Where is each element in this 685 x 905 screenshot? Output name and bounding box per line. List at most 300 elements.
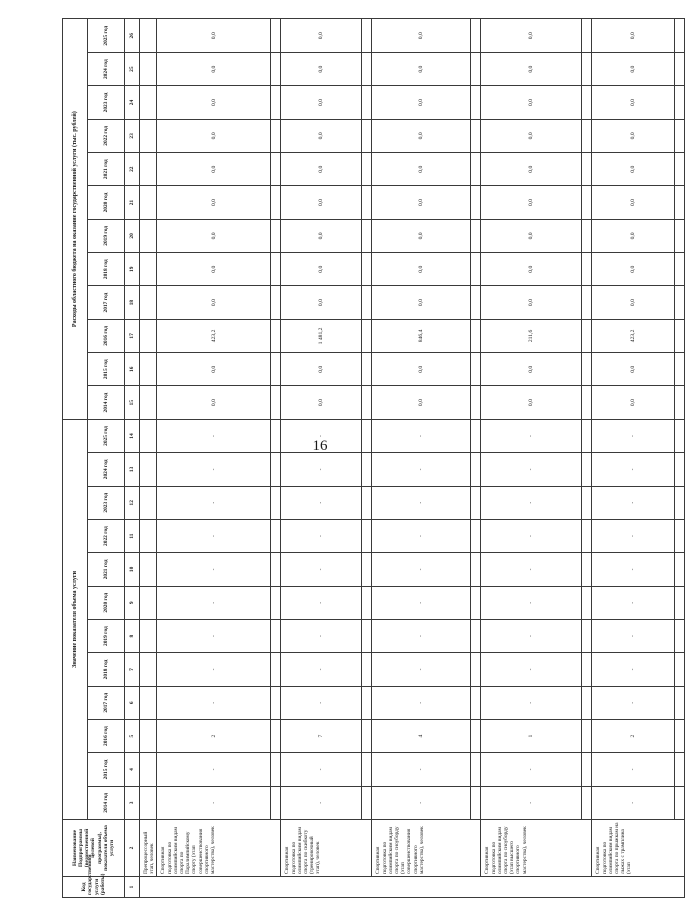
empty-cell: [471, 53, 481, 86]
empty-cell: [271, 419, 281, 452]
expense-value: 0,0: [592, 186, 675, 219]
empty-cell: [362, 253, 372, 286]
empty-cell: [471, 286, 481, 319]
empty-cell: [271, 519, 281, 552]
empty-cell: [140, 319, 157, 352]
volume-value: -: [157, 419, 271, 452]
volume-value: -: [281, 786, 362, 819]
expense-value: 1 481,2: [281, 319, 362, 352]
empty-cell: [471, 719, 481, 752]
volume-year-header: 2017 год: [88, 686, 125, 719]
empty-cell: [271, 753, 281, 786]
volume-value: -: [592, 753, 675, 786]
empty-cell: [471, 619, 481, 652]
expense-value: 0,0: [157, 353, 271, 386]
expense-value: 0,0: [592, 253, 675, 286]
volume-value: -: [157, 753, 271, 786]
name-header: Наименование Подпрограммы (ведомственной целевой программы), показателя объема услуги: [63, 820, 125, 877]
expense-value: 0,0: [157, 386, 271, 419]
empty-cell: [471, 186, 481, 219]
empty-cell: [675, 86, 685, 119]
empty-cell: [271, 586, 281, 619]
volume-value: -: [481, 653, 582, 686]
empty-cell: [140, 553, 157, 586]
empty-cell: [582, 686, 592, 719]
expense-value: 0,0: [592, 219, 675, 252]
column-number: 23: [125, 119, 140, 152]
empty-cell: [471, 353, 481, 386]
empty-cell: [675, 19, 685, 53]
empty-cell: [362, 619, 372, 652]
service-name: Спортивная подготовка по олимпийским видам спорта по Паралимпийскому спорту (этап совершенствования спортивного мастерства), человек: [157, 820, 281, 877]
expense-year-header: 2017 год: [88, 286, 125, 319]
volume-year-header: 2018 год: [88, 653, 125, 686]
empty-cell: [582, 553, 592, 586]
empty-cell: [471, 419, 481, 452]
expense-value: 846,4: [372, 319, 471, 352]
column-number: 4: [125, 753, 140, 786]
empty-cell: [362, 719, 372, 752]
table-row: [592, 19, 675, 898]
expense-year-header: 2018 год: [88, 253, 125, 286]
volume-year-header: 2021 год: [88, 553, 125, 586]
volume-value: -: [157, 553, 271, 586]
volume-value: -: [372, 486, 471, 519]
empty-cell: [140, 619, 157, 652]
empty-cell: [271, 286, 281, 319]
empty-cell: [582, 186, 592, 219]
empty-cell: [471, 386, 481, 419]
empty-cell: [362, 653, 372, 686]
volume-year-header: 2014 год: [88, 786, 125, 819]
expense-value: 0,0: [592, 119, 675, 152]
empty-cell: [582, 719, 592, 752]
volume-value: -: [592, 586, 675, 619]
empty-cell: [582, 319, 592, 352]
expense-value: 0,0: [281, 19, 362, 53]
volume-value: 1: [481, 719, 582, 752]
empty-cell: [271, 453, 281, 486]
expense-value: 0,0: [281, 186, 362, 219]
column-number: 7: [125, 653, 140, 686]
service-name: Спортивная подготовка по олимпийским видам спорта по сноуборду (этап совершенствования спортивного мастерства), человек: [372, 820, 481, 877]
empty-cell: [271, 153, 281, 186]
table-row: [157, 19, 271, 898]
expense-value: 0,0: [372, 119, 471, 152]
expense-value: 0,0: [372, 53, 471, 86]
volume-value: -: [481, 586, 582, 619]
expense-value: 0,0: [281, 386, 362, 419]
volume-value: -: [372, 619, 471, 652]
empty-cell: [271, 553, 281, 586]
column-number: 19: [125, 253, 140, 286]
volume-value: -: [592, 686, 675, 719]
expense-value: 0,0: [281, 119, 362, 152]
empty-cell: [140, 19, 157, 53]
empty-cell: [582, 353, 592, 386]
column-number: 20: [125, 219, 140, 252]
table-row: [481, 19, 582, 898]
column-number: 8: [125, 619, 140, 652]
empty-cell: [362, 519, 372, 552]
empty-cell: [140, 519, 157, 552]
expense-value: 0,0: [481, 219, 582, 252]
expense-year-header: 2025 год: [88, 19, 125, 53]
column-number: 26: [125, 19, 140, 53]
expense-value: 0,0: [157, 153, 271, 186]
empty-cell: [582, 619, 592, 652]
expense-year-header: 2020 год: [88, 186, 125, 219]
expense-value: 0,0: [592, 353, 675, 386]
empty-cell: [271, 686, 281, 719]
column-number: 2: [125, 820, 140, 877]
volume-value: -: [592, 553, 675, 586]
expense-value: 0,0: [481, 353, 582, 386]
volume-value: -: [281, 519, 362, 552]
empty-cell: [582, 86, 592, 119]
volume-value: 4: [372, 719, 471, 752]
empty-cell: [471, 519, 481, 552]
volume-value: -: [481, 686, 582, 719]
empty-cell: [471, 753, 481, 786]
empty-cell: [582, 419, 592, 452]
empty-cell: [271, 319, 281, 352]
expense-value: 0,0: [481, 119, 582, 152]
empty-cell: [362, 353, 372, 386]
volume-value: 2: [592, 719, 675, 752]
volume-year-header: 2023 год: [88, 486, 125, 519]
expense-value: 0,0: [157, 186, 271, 219]
empty-cell: [271, 253, 281, 286]
empty-cell: [271, 786, 281, 819]
empty-cell: [362, 319, 372, 352]
empty-cell: [675, 286, 685, 319]
row-divider: [271, 19, 281, 898]
expense-value: 0,0: [372, 386, 471, 419]
empty-cell: [675, 253, 685, 286]
empty-cell: [362, 453, 372, 486]
empty-cell: [675, 319, 685, 352]
empty-cell: [140, 719, 157, 752]
section-label: Препроцессорный этап, человек: [140, 820, 157, 877]
empty-cell: [675, 119, 685, 152]
empty-cell: [582, 786, 592, 819]
state-service-table: [62, 19, 685, 899]
empty-cell: [471, 486, 481, 519]
volume-value: -: [157, 519, 271, 552]
empty-cell: [675, 753, 685, 786]
expense-value: 0,0: [281, 53, 362, 86]
volume-value: -: [481, 619, 582, 652]
volume-group-header: Значение показателя объема услуги: [63, 419, 88, 819]
empty-cell: [362, 786, 372, 819]
expense-value: 0,0: [372, 286, 471, 319]
volume-year-header: 2022 год: [88, 519, 125, 552]
column-number: 3: [125, 786, 140, 819]
empty-cell: [271, 386, 281, 419]
volume-year-header: 2019 год: [88, 619, 125, 652]
rotated-landscape-page: [62, 20, 637, 898]
volume-value: -: [592, 519, 675, 552]
empty-cell: [675, 386, 685, 419]
empty-cell: [140, 786, 157, 819]
volume-year-header: 2015 год: [88, 753, 125, 786]
empty-cell: [582, 653, 592, 686]
empty-cell: [362, 386, 372, 419]
empty-cell: [675, 786, 685, 819]
expense-year-header: 2023 год: [88, 86, 125, 119]
empty-cell: [140, 119, 157, 152]
volume-value: -: [157, 786, 271, 819]
empty-cell: [675, 719, 685, 752]
expense-year-header: 2021 год: [88, 153, 125, 186]
empty-cell: [471, 586, 481, 619]
volume-value: -: [157, 586, 271, 619]
volume-value: -: [592, 419, 675, 452]
column-number: 15: [125, 386, 140, 419]
volume-value: -: [281, 653, 362, 686]
volume-value: -: [281, 553, 362, 586]
expense-value: 0,0: [481, 186, 582, 219]
empty-cell: [582, 753, 592, 786]
expense-value: 0,0: [592, 86, 675, 119]
volume-value: -: [281, 486, 362, 519]
empty-cell: [140, 253, 157, 286]
volume-value: -: [281, 686, 362, 719]
expense-value: 0,0: [372, 153, 471, 186]
empty-cell: [140, 453, 157, 486]
expense-value: 0,0: [372, 253, 471, 286]
service-code-cell: [140, 877, 685, 898]
expense-value: 0,0: [281, 86, 362, 119]
volume-value: -: [481, 486, 582, 519]
empty-cell: [271, 53, 281, 86]
column-number: 11: [125, 519, 140, 552]
row-divider: [362, 19, 372, 898]
column-number: 25: [125, 53, 140, 86]
expense-value: 0,0: [481, 286, 582, 319]
expense-value: 0,0: [157, 53, 271, 86]
volume-value: -: [372, 686, 471, 719]
empty-cell: [471, 686, 481, 719]
expense-value: 0,0: [281, 253, 362, 286]
volume-value: -: [281, 419, 362, 452]
expense-value: 0,0: [592, 386, 675, 419]
group-header-row: [63, 19, 88, 898]
service-name: Спортивная подготовка по олимпийским видам спорта по сноуборду (этап высшего спортивного мастерства), человек: [481, 820, 592, 877]
column-number: 5: [125, 719, 140, 752]
empty-cell: [140, 86, 157, 119]
expense-value: 0,0: [481, 19, 582, 53]
expense-value: 423,2: [157, 319, 271, 352]
volume-value: -: [481, 453, 582, 486]
table-frame: [62, 20, 637, 898]
empty-cell: [582, 53, 592, 86]
empty-cell: [140, 419, 157, 452]
empty-cell: [675, 519, 685, 552]
expense-value: 0,0: [157, 86, 271, 119]
empty-cell: [140, 586, 157, 619]
section-label-row: [140, 19, 157, 898]
volume-value: 7: [281, 719, 362, 752]
expense-year-header: 2016 год: [88, 319, 125, 352]
empty-cell: [675, 153, 685, 186]
empty-cell: [582, 119, 592, 152]
empty-cell: [471, 19, 481, 53]
empty-cell: [140, 219, 157, 252]
volume-year-header: 2016 год: [88, 719, 125, 752]
empty-cell: [362, 286, 372, 319]
expense-value: 0,0: [281, 153, 362, 186]
column-number: 6: [125, 686, 140, 719]
empty-cell: [675, 353, 685, 386]
empty-cell: [271, 86, 281, 119]
empty-cell: [271, 186, 281, 219]
empty-cell: [362, 153, 372, 186]
column-number: 24: [125, 86, 140, 119]
empty-cell: [362, 19, 372, 53]
expense-year-header: 2014 год: [88, 386, 125, 419]
volume-year-header: 2024 год: [88, 453, 125, 486]
row-divider: [675, 19, 685, 898]
empty-cell: [362, 419, 372, 452]
volume-value: -: [481, 419, 582, 452]
column-number-row: [125, 19, 140, 898]
column-number: 17: [125, 319, 140, 352]
empty-cell: [675, 553, 685, 586]
service-name: Спортивная подготовка по олимпийским видам спорта по скибкоту (тренировочный этап), человек: [281, 820, 372, 877]
column-number: 14: [125, 419, 140, 452]
table-row: [281, 19, 362, 898]
column-number: 10: [125, 553, 140, 586]
empty-cell: [471, 119, 481, 152]
empty-cell: [140, 486, 157, 519]
empty-cell: [140, 53, 157, 86]
empty-cell: [582, 519, 592, 552]
volume-value: -: [372, 586, 471, 619]
table-row: [372, 19, 471, 898]
volume-value: -: [157, 619, 271, 652]
expense-value: 0,0: [372, 219, 471, 252]
volume-value: -: [281, 753, 362, 786]
empty-cell: [675, 219, 685, 252]
empty-cell: [675, 419, 685, 452]
empty-cell: [582, 153, 592, 186]
empty-cell: [675, 453, 685, 486]
empty-cell: [362, 219, 372, 252]
volume-year-header: 2020 год: [88, 586, 125, 619]
expense-value: 0,0: [157, 19, 271, 53]
volume-value: -: [372, 519, 471, 552]
empty-cell: [271, 619, 281, 652]
expense-value: 0,0: [281, 219, 362, 252]
expense-year-header: 2019 год: [88, 219, 125, 252]
expense-value: 0,0: [592, 53, 675, 86]
volume-value: -: [372, 753, 471, 786]
column-number: 16: [125, 353, 140, 386]
empty-cell: [582, 453, 592, 486]
code-header: Код государственной услуги (работы): [63, 877, 125, 898]
empty-cell: [140, 686, 157, 719]
empty-cell: [471, 453, 481, 486]
empty-cell: [271, 653, 281, 686]
expense-value: 0,0: [157, 119, 271, 152]
empty-cell: [362, 553, 372, 586]
volume-value: -: [157, 486, 271, 519]
empty-cell: [362, 753, 372, 786]
volume-value: -: [281, 619, 362, 652]
volume-value: -: [281, 453, 362, 486]
empty-cell: [140, 653, 157, 686]
expense-year-header: 2024 год: [88, 53, 125, 86]
service-name: Спортивная подготовка по олимпийским видам спорта по прыжкам на лыжах с трамплина (этап: [592, 820, 685, 877]
empty-cell: [140, 153, 157, 186]
empty-cell: [271, 719, 281, 752]
empty-cell: [582, 19, 592, 53]
empty-cell: [471, 319, 481, 352]
empty-cell: [582, 286, 592, 319]
expense-value: 0,0: [372, 353, 471, 386]
expense-year-header: 2022 год: [88, 119, 125, 152]
empty-cell: [140, 353, 157, 386]
empty-cell: [675, 486, 685, 519]
empty-cell: [471, 153, 481, 186]
volume-value: -: [372, 419, 471, 452]
expense-value: 0,0: [481, 53, 582, 86]
expense-value: 0,0: [592, 19, 675, 53]
empty-cell: [140, 386, 157, 419]
volume-value: -: [281, 586, 362, 619]
empty-cell: [362, 186, 372, 219]
page-number: 16: [312, 438, 328, 454]
empty-cell: [362, 686, 372, 719]
volume-value: -: [592, 619, 675, 652]
volume-value: -: [592, 486, 675, 519]
expense-group-header: Расходы областного бюджета на оказание государственной услуги (тыс. рублей): [63, 19, 88, 419]
expense-value: 0,0: [481, 386, 582, 419]
expense-value: 0,0: [372, 19, 471, 53]
column-number: 22: [125, 153, 140, 186]
volume-value: -: [592, 786, 675, 819]
empty-cell: [362, 53, 372, 86]
volume-value: -: [481, 553, 582, 586]
empty-cell: [271, 353, 281, 386]
column-number: 9: [125, 586, 140, 619]
empty-cell: [582, 586, 592, 619]
empty-cell: [362, 586, 372, 619]
expense-value: 0,0: [157, 286, 271, 319]
expense-value: 0,0: [481, 86, 582, 119]
volume-value: -: [372, 653, 471, 686]
empty-cell: [582, 486, 592, 519]
empty-cell: [471, 786, 481, 819]
column-number: 1: [125, 877, 140, 898]
empty-cell: [675, 619, 685, 652]
volume-value: -: [481, 786, 582, 819]
row-divider: [582, 19, 592, 898]
expense-value: 0,0: [481, 253, 582, 286]
empty-cell: [471, 219, 481, 252]
empty-cell: [582, 253, 592, 286]
column-number: 18: [125, 286, 140, 319]
empty-cell: [675, 653, 685, 686]
empty-cell: [471, 86, 481, 119]
empty-cell: [140, 753, 157, 786]
empty-cell: [582, 386, 592, 419]
empty-cell: [271, 486, 281, 519]
empty-cell: [582, 219, 592, 252]
volume-value: -: [481, 753, 582, 786]
